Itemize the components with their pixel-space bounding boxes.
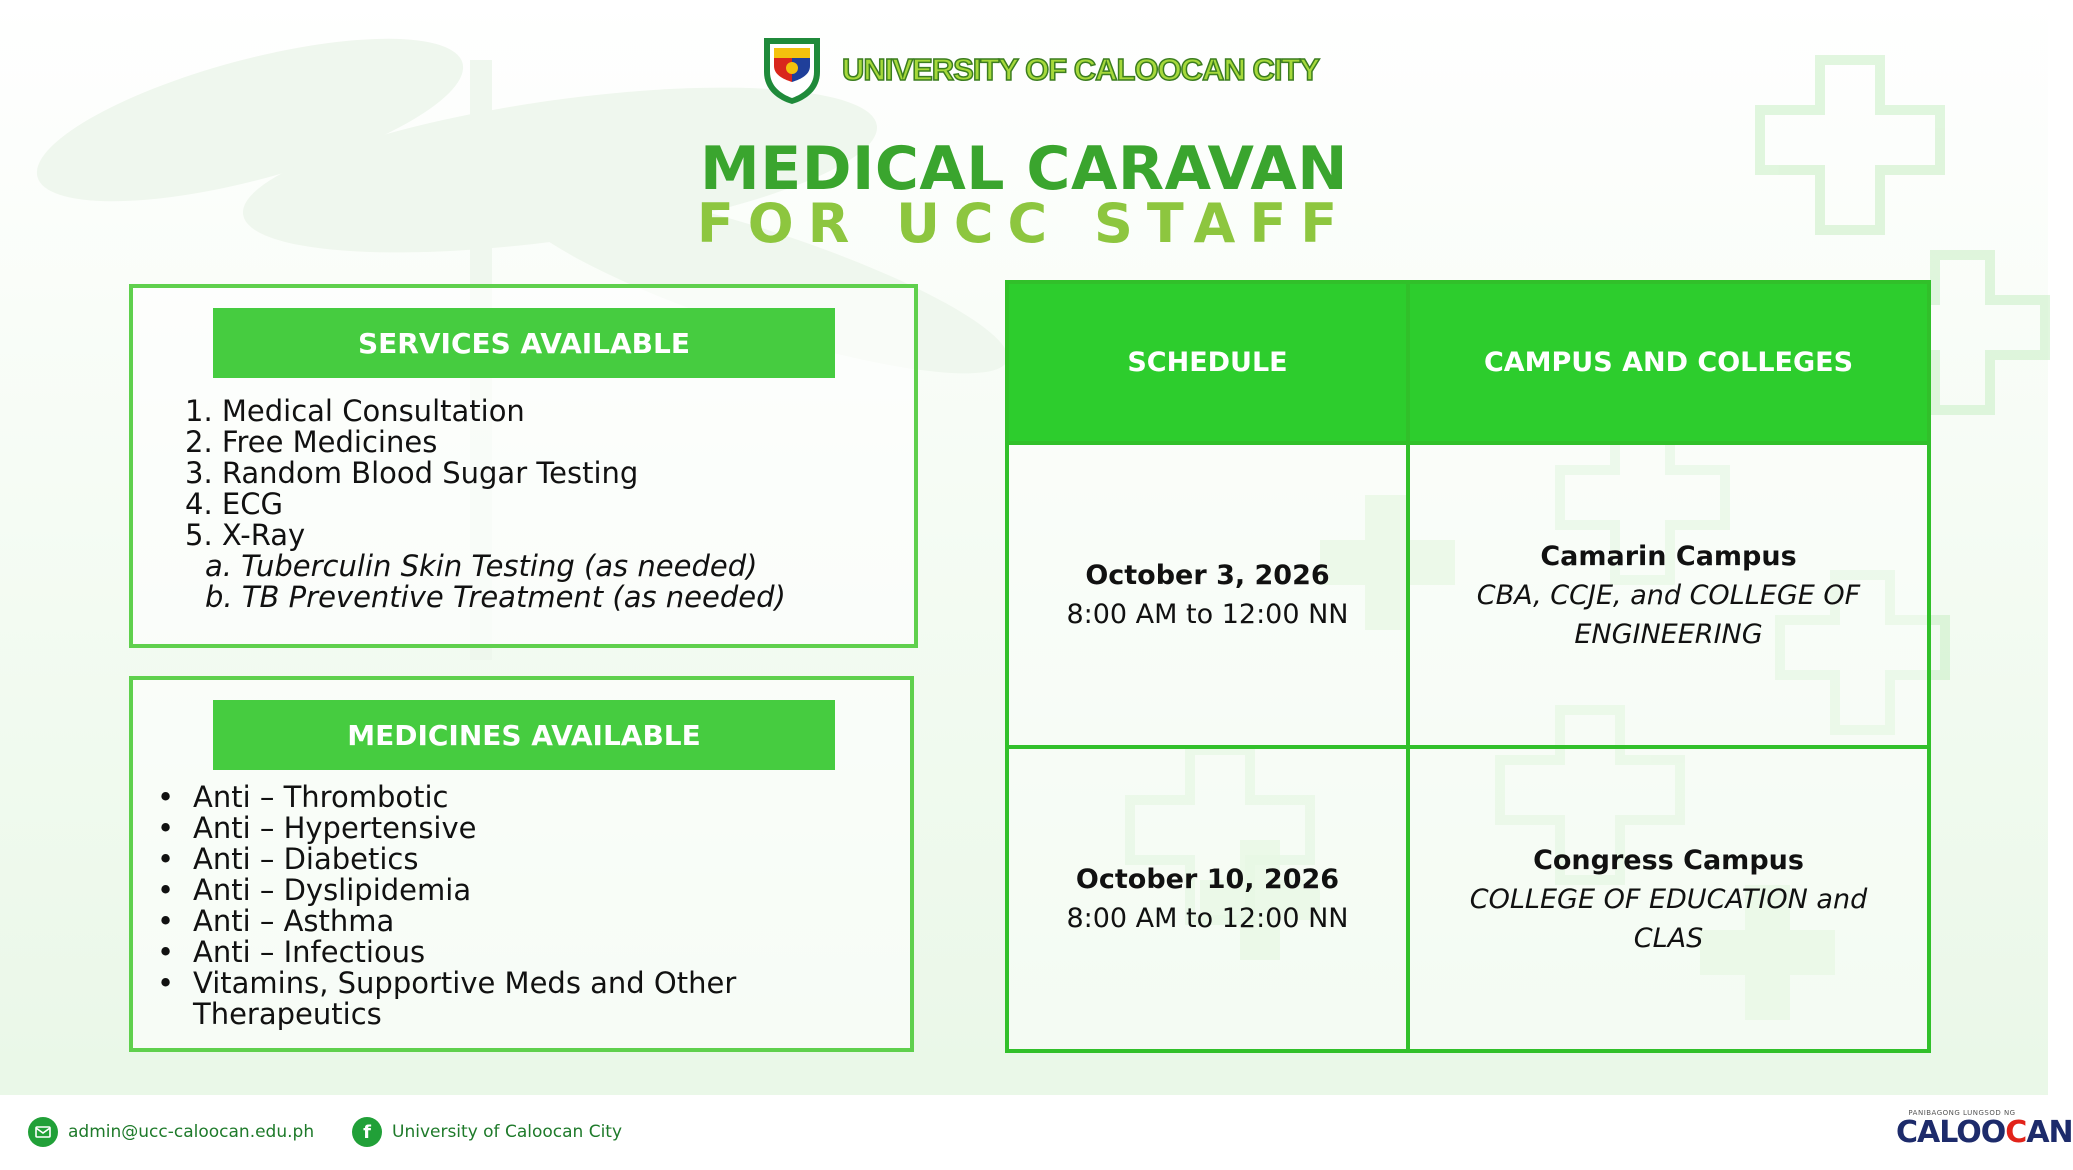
- bullet-icon: •: [157, 966, 175, 1000]
- schedule-table: [1005, 280, 1931, 1053]
- services-list: [185, 396, 786, 613]
- table-header-row: [1007, 282, 1929, 443]
- campus-cell: [1408, 747, 1929, 1051]
- services-heading: SERVICES AVAILABLE: [213, 308, 835, 378]
- list-item: 4. ECG: [185, 487, 283, 521]
- email-address[interactable]: admin@ucc-caloocan.edu.ph: [68, 1122, 315, 1142]
- list-item: 3. Random Blood Sugar Testing: [185, 456, 639, 490]
- medicines-heading: MEDICINES AVAILABLE: [213, 700, 835, 770]
- facebook-icon: f: [352, 1117, 382, 1147]
- schedule-time: 8:00 AM to 12:00 NN: [1066, 903, 1349, 934]
- university-name: UNIVERSITY OF CALOOCAN CITY: [842, 52, 1320, 87]
- schedule-cell: [1007, 747, 1408, 1051]
- campus-name: Camarin Campus: [1540, 540, 1797, 572]
- footer-facebook[interactable]: [352, 1117, 622, 1147]
- university-seal-icon: [760, 34, 824, 106]
- bullet-icon: •: [157, 873, 175, 907]
- bullet-icon: •: [157, 780, 175, 814]
- list-item: • Anti – Diabetics: [157, 842, 419, 876]
- list-item: • Anti – Infectious: [157, 935, 426, 969]
- facebook-page-name[interactable]: University of Caloocan City: [392, 1122, 623, 1142]
- brand-wordmark: CALOOCAN: [1896, 1115, 2073, 1150]
- campus-column-header: CAMPUS AND COLLEGES: [1408, 282, 1929, 443]
- bullet-icon: •: [157, 904, 175, 938]
- schedule-date: October 3, 2026: [1085, 560, 1330, 591]
- email-icon: [28, 1117, 58, 1147]
- list-item: • Anti – Asthma: [157, 904, 395, 938]
- header: [760, 32, 1319, 108]
- list-item: • Anti – Thrombotic: [157, 780, 449, 814]
- page-title: MEDICAL CARAVAN: [700, 134, 1348, 204]
- list-item: • Anti – Hypertensive: [157, 811, 477, 845]
- list-item: 5. X-Ray: [185, 518, 306, 552]
- list-item: 1. Medical Consultation: [185, 394, 525, 428]
- medicines-list: [149, 782, 769, 1030]
- footer: [0, 1095, 2073, 1170]
- schedule-cell: [1007, 443, 1408, 747]
- campus-colleges: CBA, CCJE, and COLLEGE OF ENGINEERING: [1476, 579, 1861, 650]
- campus-cell: [1408, 443, 1929, 747]
- table-row: [1007, 443, 1929, 747]
- footer-email[interactable]: [28, 1117, 314, 1147]
- schedule-date: October 10, 2026: [1075, 864, 1340, 895]
- list-item: • Anti – Dyslipidemia: [157, 873, 472, 907]
- list-item: • Vitamins, Supportive Meds and Other Therapeutics: [157, 966, 737, 1031]
- bullet-icon: •: [157, 811, 175, 845]
- list-subitem: b. TB Preventive Treatment (as needed): [205, 580, 786, 614]
- table-row: [1007, 747, 1929, 1051]
- bullet-icon: •: [157, 935, 175, 969]
- list-item: 2. Free Medicines: [185, 425, 438, 459]
- page-subtitle: FOR UCC STAFF: [696, 192, 1352, 255]
- bullet-icon: •: [157, 842, 175, 876]
- caloocan-brand-logo: [1896, 1109, 2073, 1159]
- schedule-column-header: SCHEDULE: [1007, 282, 1408, 443]
- brand-tagline: PANIBAGONG LUNGSOD NG: [1908, 1109, 2016, 1117]
- services-panel: [129, 284, 918, 648]
- campus-name: Congress Campus: [1533, 844, 1804, 876]
- schedule-time: 8:00 AM to 12:00 NN: [1066, 599, 1349, 630]
- list-subitem: a. Tuberculin Skin Testing (as needed): [205, 549, 758, 583]
- medicines-panel: [129, 676, 914, 1052]
- campus-colleges: COLLEGE OF EDUCATION and CLAS: [1469, 883, 1868, 954]
